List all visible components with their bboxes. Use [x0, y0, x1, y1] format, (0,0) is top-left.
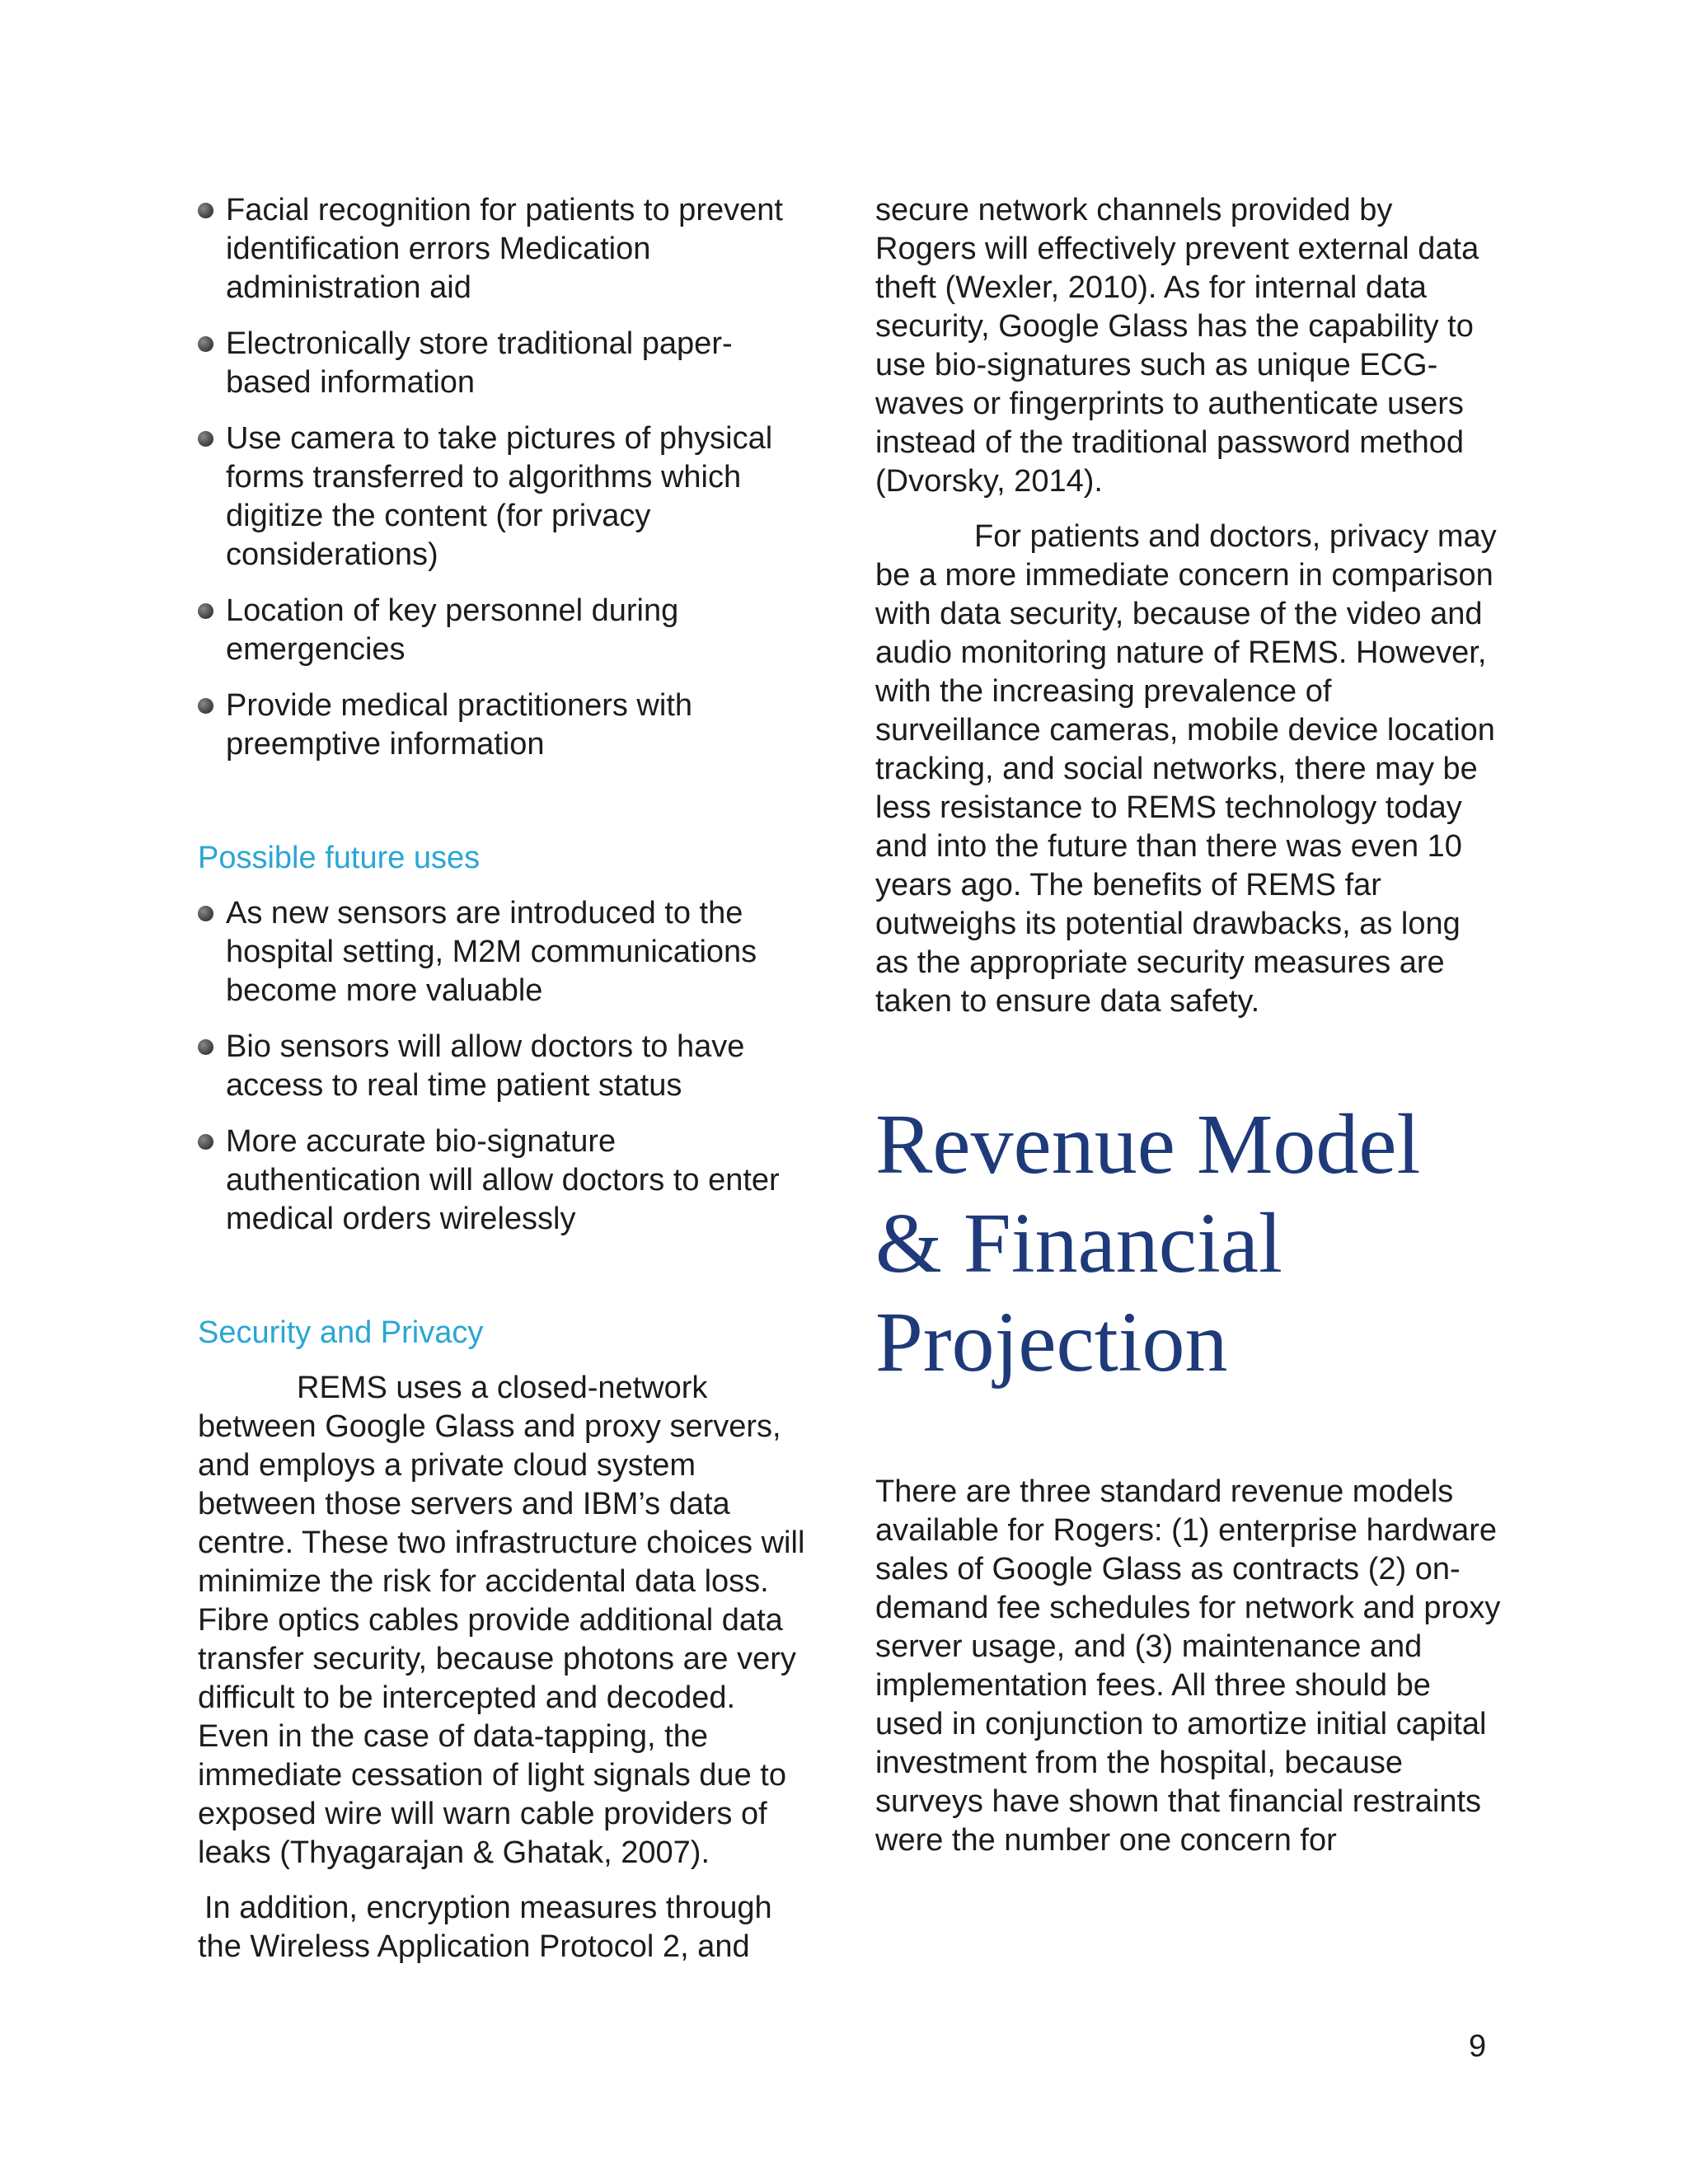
page-number: 9: [1469, 2029, 1487, 2064]
bullet-icon: [198, 603, 213, 619]
list-item: Facial recognition for patients to prevent identification errors Medication administration aid: [198, 191, 808, 307]
top-bullet-list: [198, 191, 808, 764]
data-security-paragraph: secure network channels provided by Rogers will effectively prevent external data theft (Wexler, 2010). As for internal data security, Google Glass has the capability to use bio-signatures such as unique ECG-waves or fingerprints to authenticate users instead of the traditional password method (Dvorsky, 2014).: [875, 193, 1479, 499]
list-item: Electronically store traditional paper-based information: [198, 325, 808, 402]
revenue-paragraph: There are three standard revenue models available for Rogers: (1) enterprise hardware sales of Google Glass as contracts (2) on-demand fee schedules for network and proxy server usage, and (3) maintenance and implementation fees. All three should be used in conjunction to amortize initial capital investment from the hospital, because surveys have shown that financial restraints were the number one concern for: [875, 1474, 1501, 1858]
list-item: As new sensors are introduced to the hospital setting, M2M communications become more valuable: [198, 894, 808, 1010]
future-uses-bullet-list: [198, 894, 808, 1239]
bullet-icon: [198, 203, 213, 218]
list-item: Location of key personnel during emergencies: [198, 592, 808, 669]
section-heading: Revenue Model & Financial Projection: [875, 1097, 1421, 1390]
bullet-icon: [198, 431, 213, 447]
list-item: More accurate bio-signature authentication will allow doctors to enter medical orders wirelessly: [198, 1122, 808, 1239]
list-item: Provide medical practitioners with preemptive information: [198, 687, 808, 764]
security-privacy-heading: Security and Privacy: [198, 1315, 484, 1350]
list-item: Bio sensors will allow doctors to have access to real time patient status: [198, 1028, 808, 1105]
security-paragraph: REMS uses a closed-network between Google Glass and proxy servers, and employs a private cloud system between those servers and IBM’s data centre. These two infrastructure choices will minimize the risk for accidental data loss. Fibre optics cables provide additional data transfer security, because photons are very difficult to be intercepted and decoded. Even in the case of data-tapping, the immediate cessation of light signals due to exposed wire will warn cable providers of leaks (Thyagarajan & Ghatak, 2007).: [198, 1371, 805, 1870]
future-uses-heading: Possible future uses: [198, 841, 481, 875]
bullet-icon: [198, 1039, 213, 1055]
right-column: [875, 191, 1502, 1877]
bullet-icon: [198, 1134, 213, 1150]
privacy-paragraph: For patients and doctors, privacy may be a more immediate concern in comparison with data security, because of the video and audio monitoring nature of REMS. However, with the increasing prevalence of surveillance cameras, mobile device location tracking, and social networks, there may be less resistance to REMS technology today and into the future than there was even 10 years ago. The benefits of REMS far outweighs its potential drawbacks, as long as the appropriate security measures are taken to ensure data safety.: [875, 519, 1497, 1019]
bullet-icon: [198, 336, 213, 352]
bullet-icon: [198, 698, 213, 714]
bullet-icon: [198, 906, 213, 921]
encryption-paragraph: In addition, encryption measures through the Wireless Application Protocol 2, and: [198, 1891, 772, 1964]
list-item: Use camera to take pictures of physical forms transferred to algorithms which digitize the content (for privacy considerations): [198, 419, 808, 574]
left-column: [198, 191, 808, 1983]
